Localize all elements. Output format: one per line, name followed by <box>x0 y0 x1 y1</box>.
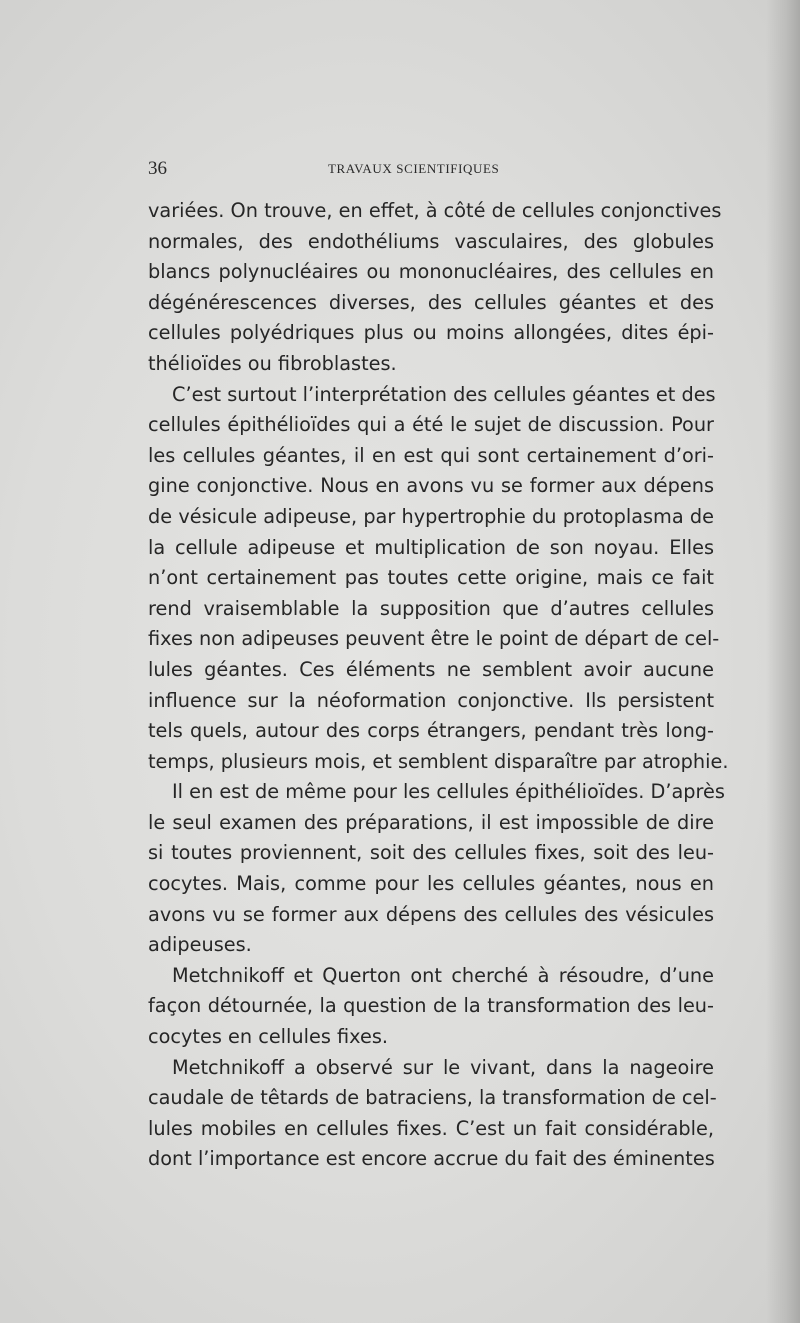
text-line: avons vu se former aux dépens des cellules des vésicules <box>148 902 714 926</box>
text-line: Metchnikoff a observé sur le vivant, dans la nageoire <box>172 1055 714 1079</box>
text-line: cocytes en cellules fixes. <box>148 1025 389 1049</box>
text-line: tels quels, autour des corps étrangers, pendant très long- <box>148 719 714 743</box>
text-line: normales, des endothéliums vasculaires, des globules <box>148 229 714 253</box>
paragraph <box>148 196 722 380</box>
text-line: thélioïdes ou fibroblastes. <box>148 351 397 375</box>
text-line: dont l’importance est encore accrue du fait des éminentes <box>148 1147 715 1171</box>
text-line: façon détournée, la question de la transformation des leu- <box>148 994 714 1018</box>
text-line: blancs polynucléaires ou mononucléaires, des cellules en <box>148 260 714 284</box>
paragraph <box>148 777 725 961</box>
text-line: lules géantes. Ces éléments ne semblent avoir aucune <box>148 657 714 681</box>
text-line: adipeuses. <box>148 933 252 957</box>
text-line: cellules épithélioïdes qui a été le sujet de discussion. Pour <box>148 413 714 437</box>
text-line: dégénérescences diverses, des cellules géantes et des <box>148 290 714 314</box>
paragraph <box>148 1053 717 1175</box>
text-line: Metchnikoff et Querton ont cherché à résoudre, d’une <box>172 963 714 987</box>
text-line: cellules polyédriques plus ou moins allongées, dites épi- <box>148 321 714 345</box>
page-edge-shadow <box>766 0 800 1323</box>
page-number: 36 <box>148 158 167 179</box>
text-line: la cellule adipeuse et multiplication de son noyau. Elles <box>148 535 714 559</box>
text-line: gine conjonctive. Nous en avons vu se former aux dépens <box>148 474 714 498</box>
text-line: rend vraisemblable la supposition que d’autres cellules <box>148 596 714 620</box>
text-line: le seul examen des préparations, il est impossible de dire <box>148 810 714 834</box>
text-line: fixes non adipeuses peuvent être le point de départ de cel- <box>148 627 720 651</box>
running-title: TRAVAUX SCIENTIFIQUES <box>328 161 500 176</box>
text-line: caudale de têtards de batraciens, la transformation de cel- <box>148 1086 717 1110</box>
text-line: C’est surtout l’interprétation des cellules géantes et des <box>172 382 716 406</box>
page-header <box>148 158 714 182</box>
paragraph <box>148 961 714 1053</box>
text-line: si toutes proviennent, soit des cellules fixes, soit des leu- <box>148 841 714 865</box>
text-line: lules mobiles en cellules fixes. C’est un fait considérable, <box>148 1116 714 1140</box>
text-line: temps, plusieurs mois, et semblent disparaître par atrophie. <box>148 749 729 773</box>
paragraph <box>148 380 729 778</box>
body-text <box>148 196 729 1175</box>
text-line: n’ont certainement pas toutes cette origine, mais ce fait <box>148 566 714 590</box>
text-line: variées. On trouve, en effet, à côté de cellules conjonctives <box>148 199 722 222</box>
text-line: influence sur la néoformation conjonctive. Ils persistent <box>148 688 714 712</box>
text-line: de vésicule adipeuse, par hypertrophie du protoplasma de <box>148 504 714 528</box>
text-line: les cellules géantes, il en est qui sont certainement d’ori- <box>148 443 714 467</box>
text-line: Il en est de même pour les cellules épithélioïdes. D’après <box>172 780 725 804</box>
text-line: cocytes. Mais, comme pour les cellules géantes, nous en <box>148 872 714 896</box>
